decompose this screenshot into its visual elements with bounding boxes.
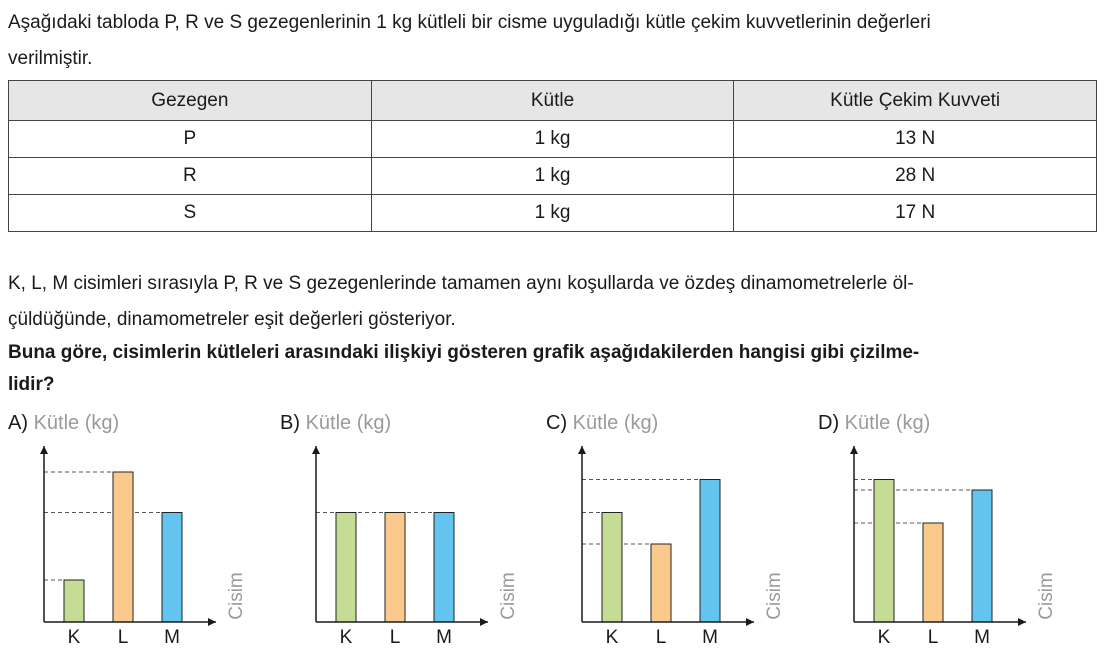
table-cell: 13 N xyxy=(734,121,1097,158)
tick-label: L xyxy=(655,627,667,648)
tick-label: K xyxy=(67,627,81,648)
tick-label: L xyxy=(927,627,939,648)
y-axis-label: Kütle (kg) xyxy=(305,412,392,434)
y-axis-arrow xyxy=(578,446,586,454)
option-letter: B) xyxy=(280,412,300,434)
intro-line-2: verilmiştir. xyxy=(8,48,93,69)
tick-label: K xyxy=(339,627,353,648)
bar-M xyxy=(434,513,454,623)
table-row xyxy=(9,121,1097,158)
intro-line-1: Aşağıdaki tabloda P, R ve S gezegenlerinin 1 kg kütleli bir cisme uyguladığı kütle çekim kuvvetlerinin değerleri xyxy=(8,12,931,33)
chart-option-a xyxy=(20,436,260,661)
planet-table xyxy=(8,80,1097,232)
x-axis-arrow xyxy=(746,618,754,626)
table-row xyxy=(9,195,1097,232)
x-axis-label: Cisim xyxy=(764,572,785,620)
tick-label: L xyxy=(389,627,401,648)
bar-K xyxy=(64,580,84,622)
bar-M xyxy=(162,513,182,623)
option-letter: A) xyxy=(8,412,28,434)
bar-L xyxy=(651,544,671,622)
bar-L xyxy=(113,472,133,622)
table-header: Kütle xyxy=(371,81,734,121)
x-axis-label: Cisim xyxy=(226,572,247,620)
option-a-label[interactable] xyxy=(8,412,119,435)
bar-K xyxy=(874,480,894,623)
option-letter: C) xyxy=(546,412,568,434)
option-d-label[interactable] xyxy=(818,412,930,435)
x-axis-arrow xyxy=(480,618,488,626)
question-line-2: lidir? xyxy=(8,374,55,395)
tick-label: K xyxy=(877,627,891,648)
option-b-label[interactable] xyxy=(280,412,391,435)
table-header: Kütle Çekim Kuvveti xyxy=(734,81,1097,121)
tick-label: M xyxy=(974,627,990,648)
x-axis-label: Cisim xyxy=(498,572,519,620)
option-letter: D) xyxy=(818,412,840,434)
bar-L xyxy=(385,513,405,623)
table-cell: 1 kg xyxy=(371,195,734,232)
option-c-label[interactable] xyxy=(546,412,658,435)
tick-label: M xyxy=(164,627,180,648)
question-line-1: Buna göre, cisimlerin kütleleri arasındaki ilişkiyi gösteren grafik aşağıdakilerden hangisi gibi çizilme- xyxy=(8,342,920,363)
chart-option-d xyxy=(830,436,1070,661)
y-axis-arrow xyxy=(850,446,858,454)
table-cell: 1 kg xyxy=(371,158,734,195)
table-cell: 17 N xyxy=(734,195,1097,232)
table-cell: S xyxy=(9,195,372,232)
body-line-1: K, L, M cisimleri sırasıyla P, R ve S gezegenlerinde tamamen aynı koşullarda ve özdeş dinamometrelerle öl- xyxy=(8,273,914,294)
chart-option-b xyxy=(292,436,532,661)
tick-label: M xyxy=(436,627,452,648)
y-axis-arrow xyxy=(40,446,48,454)
y-axis-label: Kütle (kg) xyxy=(572,412,659,434)
table-cell: 28 N xyxy=(734,158,1097,195)
bar-K xyxy=(602,513,622,623)
x-axis-arrow xyxy=(1018,618,1026,626)
table-cell: R xyxy=(9,158,372,195)
y-axis-label: Kütle (kg) xyxy=(33,412,120,434)
x-axis-arrow xyxy=(208,618,216,626)
bar-K xyxy=(336,513,356,623)
tick-label: M xyxy=(702,627,718,648)
tick-label: L xyxy=(117,627,129,648)
y-axis-arrow xyxy=(312,446,320,454)
bar-M xyxy=(700,480,720,623)
table-header: Gezegen xyxy=(9,81,372,121)
bar-M xyxy=(972,490,992,622)
tick-label: K xyxy=(605,627,619,648)
chart-option-c xyxy=(558,436,798,661)
table-header-row xyxy=(9,81,1097,121)
bar-L xyxy=(923,523,943,622)
table-cell: 1 kg xyxy=(371,121,734,158)
table-cell: P xyxy=(9,121,372,158)
y-axis-label: Kütle (kg) xyxy=(844,412,931,434)
x-axis-label: Cisim xyxy=(1036,572,1057,620)
body-line-2: çüldüğünde, dinamometreler eşit değerleri gösteriyor. xyxy=(8,309,456,330)
table-row xyxy=(9,158,1097,195)
